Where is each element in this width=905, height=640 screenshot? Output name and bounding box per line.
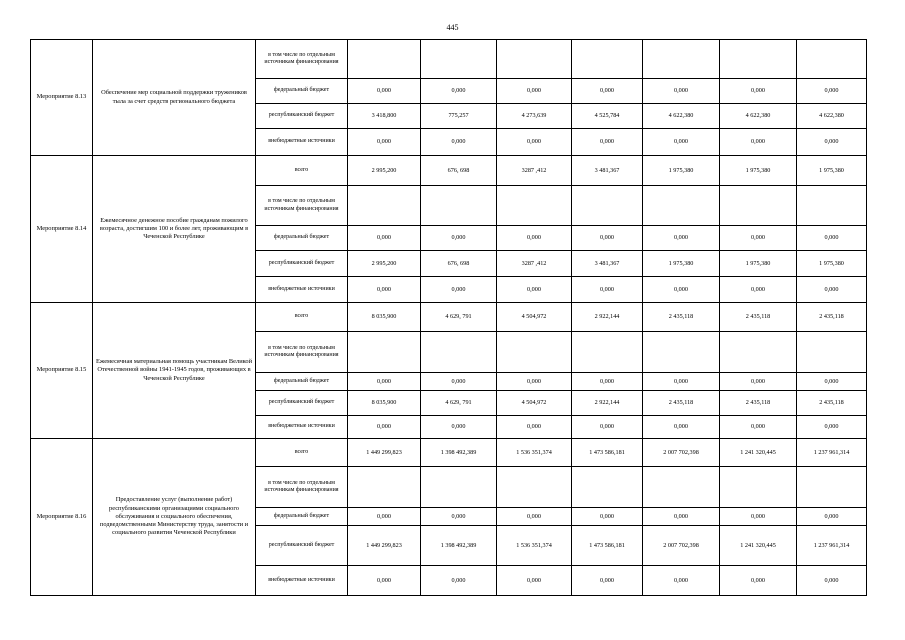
amount-cell: 1 975,380	[643, 156, 720, 186]
funding-source: республиканский бюджет	[256, 104, 348, 129]
amount-cell	[348, 467, 421, 508]
amount-cell: 0,000	[497, 566, 572, 596]
amount-cell: 0,000	[572, 226, 643, 251]
amount-cell: 2 922,144	[572, 303, 643, 332]
amount-cell: 3 481,367	[572, 251, 643, 277]
amount-cell: 676, 698	[421, 156, 497, 186]
amount-cell	[421, 186, 497, 226]
measure-code: Мероприятие 8.15	[31, 303, 93, 439]
amount-cell: 0,000	[643, 79, 720, 104]
amount-cell: 0,000	[348, 566, 421, 596]
amount-cell: 0,000	[497, 508, 572, 526]
amount-cell: 1 536 351,374	[497, 439, 572, 467]
amount-cell: 8 035,900	[348, 391, 421, 416]
amount-cell: 0,000	[572, 277, 643, 303]
amount-cell: 0,000	[643, 129, 720, 156]
amount-cell: 0,000	[497, 129, 572, 156]
funding-source: федеральный бюджет	[256, 508, 348, 526]
amount-cell: 0,000	[572, 373, 643, 391]
table-row	[31, 156, 867, 186]
funding-source: внебюджетные источники	[256, 277, 348, 303]
amount-cell: 0,000	[797, 566, 867, 596]
amount-cell: 0,000	[643, 416, 720, 439]
amount-cell: 1 473 586,181	[572, 526, 643, 566]
funding-source: в том числе по отдельным источникам финансирования	[256, 186, 348, 226]
funding-source: федеральный бюджет	[256, 79, 348, 104]
amount-cell: 0,000	[348, 373, 421, 391]
amount-cell: 0,000	[643, 508, 720, 526]
amount-cell	[421, 40, 497, 79]
amount-cell: 4 504,972	[497, 303, 572, 332]
amount-cell: 0,000	[348, 79, 421, 104]
amount-cell: 4 525,784	[572, 104, 643, 129]
amount-cell: 775,257	[421, 104, 497, 129]
amount-cell: 8 035,900	[348, 303, 421, 332]
table-row	[31, 40, 867, 79]
amount-cell: 0,000	[497, 277, 572, 303]
funding-source: внебюджетные источники	[256, 416, 348, 439]
amount-cell: 2 435,118	[643, 303, 720, 332]
amount-cell: 1 241 320,445	[720, 439, 797, 467]
amount-cell: 0,000	[643, 277, 720, 303]
measure-code: Мероприятие 8.16	[31, 439, 93, 596]
amount-cell: 0,000	[497, 226, 572, 251]
amount-cell: 2 995,200	[348, 156, 421, 186]
amount-cell: 4 629, 791	[421, 391, 497, 416]
amount-cell: 1 398 492,389	[421, 439, 497, 467]
amount-cell	[572, 467, 643, 508]
amount-cell: 2 007 702,398	[643, 439, 720, 467]
amount-cell: 0,000	[348, 416, 421, 439]
amount-cell: 0,000	[720, 79, 797, 104]
amount-cell: 4 273,639	[497, 104, 572, 129]
funding-source: в том числе по отдельным источникам финансирования	[256, 467, 348, 508]
amount-cell	[572, 332, 643, 373]
amount-cell: 2 435,118	[797, 303, 867, 332]
amount-cell	[720, 186, 797, 226]
amount-cell: 3287 ,412	[497, 156, 572, 186]
amount-cell: 0,000	[421, 226, 497, 251]
amount-cell: 0,000	[797, 416, 867, 439]
amount-cell: 0,000	[797, 129, 867, 156]
amount-cell	[643, 40, 720, 79]
amount-cell: 0,000	[643, 566, 720, 596]
amount-cell	[643, 467, 720, 508]
amount-cell: 2 435,118	[720, 391, 797, 416]
amount-cell	[348, 40, 421, 79]
amount-cell: 2 995,200	[348, 251, 421, 277]
amount-cell: 2 435,118	[720, 303, 797, 332]
amount-cell: 1 449 299,823	[348, 526, 421, 566]
amount-cell	[797, 186, 867, 226]
amount-cell: 0,000	[797, 79, 867, 104]
funding-source: республиканский бюджет	[256, 526, 348, 566]
page-number: 445	[446, 23, 459, 32]
amount-cell: 0,000	[421, 79, 497, 104]
amount-cell: 1 237 961,314	[797, 439, 867, 467]
amount-cell	[797, 332, 867, 373]
funding-source: в том числе по отдельным источникам финансирования	[256, 40, 348, 79]
amount-cell: 0,000	[421, 416, 497, 439]
amount-cell: 1 975,380	[797, 156, 867, 186]
table-row	[31, 439, 867, 467]
amount-cell: 0,000	[421, 508, 497, 526]
amount-cell: 1 975,380	[720, 251, 797, 277]
amount-cell: 1 975,380	[720, 156, 797, 186]
amount-cell	[572, 186, 643, 226]
amount-cell: 1 241 320,445	[720, 526, 797, 566]
amount-cell: 0,000	[797, 508, 867, 526]
funding-source: в том числе по отдельным источникам финансирования	[256, 332, 348, 373]
amount-cell: 0,000	[720, 277, 797, 303]
amount-cell: 4 622,380	[643, 104, 720, 129]
funding-source: республиканский бюджет	[256, 391, 348, 416]
measure-code: Мероприятие 8.13	[31, 40, 93, 156]
measure-description: Обеспечение мер социальной поддержки тружеников тыла за счет средств регионального бюджета	[93, 40, 256, 156]
amount-cell: 0,000	[497, 373, 572, 391]
amount-cell: 0,000	[720, 129, 797, 156]
funding-source: всего	[256, 303, 348, 332]
amount-cell: 0,000	[421, 566, 497, 596]
amount-cell	[497, 40, 572, 79]
amount-cell: 0,000	[797, 226, 867, 251]
funding-source: федеральный бюджет	[256, 226, 348, 251]
amount-cell: 0,000	[421, 277, 497, 303]
amount-cell: 1 473 586,181	[572, 439, 643, 467]
funding-source: внебюджетные источники	[256, 129, 348, 156]
amount-cell: 0,000	[348, 129, 421, 156]
amount-cell: 0,000	[720, 508, 797, 526]
amount-cell: 2 007 702,398	[643, 526, 720, 566]
amount-cell: 0,000	[348, 277, 421, 303]
amount-cell: 2 435,118	[797, 391, 867, 416]
amount-cell: 0,000	[797, 277, 867, 303]
amount-cell: 0,000	[720, 566, 797, 596]
measure-description: Ежемесячное денежное пособие гражданам пожилого возраста, достигшим 100 и более лет, проживающим в Чеченской Республике	[93, 156, 256, 303]
amount-cell: 0,000	[720, 226, 797, 251]
amount-cell: 2 435,118	[643, 391, 720, 416]
table-body	[31, 40, 867, 596]
amount-cell	[643, 186, 720, 226]
amount-cell: 3 481,367	[572, 156, 643, 186]
amount-cell: 0,000	[572, 566, 643, 596]
amount-cell: 0,000	[497, 79, 572, 104]
amount-cell: 4 629, 791	[421, 303, 497, 332]
amount-cell: 2 922,144	[572, 391, 643, 416]
amount-cell: 1 237 961,314	[797, 526, 867, 566]
measure-description: Предоставление услуг (выполнение работ) республиканскими организациями социального обслуживания и социального обеспечения, подведомственными Министерству труда, занятости и социального развития Чеченской Республики	[93, 439, 256, 596]
amount-cell: 0,000	[497, 416, 572, 439]
amount-cell	[421, 332, 497, 373]
amount-cell: 0,000	[572, 129, 643, 156]
amount-cell	[720, 40, 797, 79]
funding-source: всего	[256, 156, 348, 186]
amount-cell: 4 504,972	[497, 391, 572, 416]
amount-cell	[497, 467, 572, 508]
amount-cell	[797, 40, 867, 79]
amount-cell: 0,000	[643, 226, 720, 251]
amount-cell: 1 536 351,374	[497, 526, 572, 566]
amount-cell	[797, 467, 867, 508]
amount-cell: 1 449 299,823	[348, 439, 421, 467]
amount-cell	[497, 332, 572, 373]
funding-source: республиканский бюджет	[256, 251, 348, 277]
amount-cell: 0,000	[421, 373, 497, 391]
funding-source: внебюджетные источники	[256, 566, 348, 596]
amount-cell: 1 975,380	[797, 251, 867, 277]
measure-code: Мероприятие 8.14	[31, 156, 93, 303]
amount-cell	[643, 332, 720, 373]
amount-cell: 4 622,380	[797, 104, 867, 129]
table-row	[31, 303, 867, 332]
funding-source: всего	[256, 439, 348, 467]
amount-cell	[720, 332, 797, 373]
budget-table	[30, 39, 867, 596]
measure-description: Ежемесячная материальная помощь участникам Великой Отечественной войны 1941-1945 годов, проживающих в Чеченской Республике	[93, 303, 256, 439]
amount-cell	[572, 40, 643, 79]
amount-cell	[348, 186, 421, 226]
amount-cell: 1 398 492,389	[421, 526, 497, 566]
amount-cell: 1 975,380	[643, 251, 720, 277]
amount-cell: 0,000	[797, 373, 867, 391]
amount-cell: 3 418,800	[348, 104, 421, 129]
amount-cell: 0,000	[720, 416, 797, 439]
amount-cell: 0,000	[572, 508, 643, 526]
amount-cell: 0,000	[572, 416, 643, 439]
amount-cell: 0,000	[643, 373, 720, 391]
amount-cell: 4 622,380	[720, 104, 797, 129]
amount-cell	[421, 467, 497, 508]
amount-cell: 0,000	[421, 129, 497, 156]
funding-source: федеральный бюджет	[256, 373, 348, 391]
amount-cell	[497, 186, 572, 226]
amount-cell: 676, 698	[421, 251, 497, 277]
amount-cell	[348, 332, 421, 373]
amount-cell	[720, 467, 797, 508]
amount-cell: 0,000	[720, 373, 797, 391]
amount-cell: 0,000	[348, 508, 421, 526]
amount-cell: 0,000	[572, 79, 643, 104]
amount-cell: 3287 ,412	[497, 251, 572, 277]
amount-cell: 0,000	[348, 226, 421, 251]
